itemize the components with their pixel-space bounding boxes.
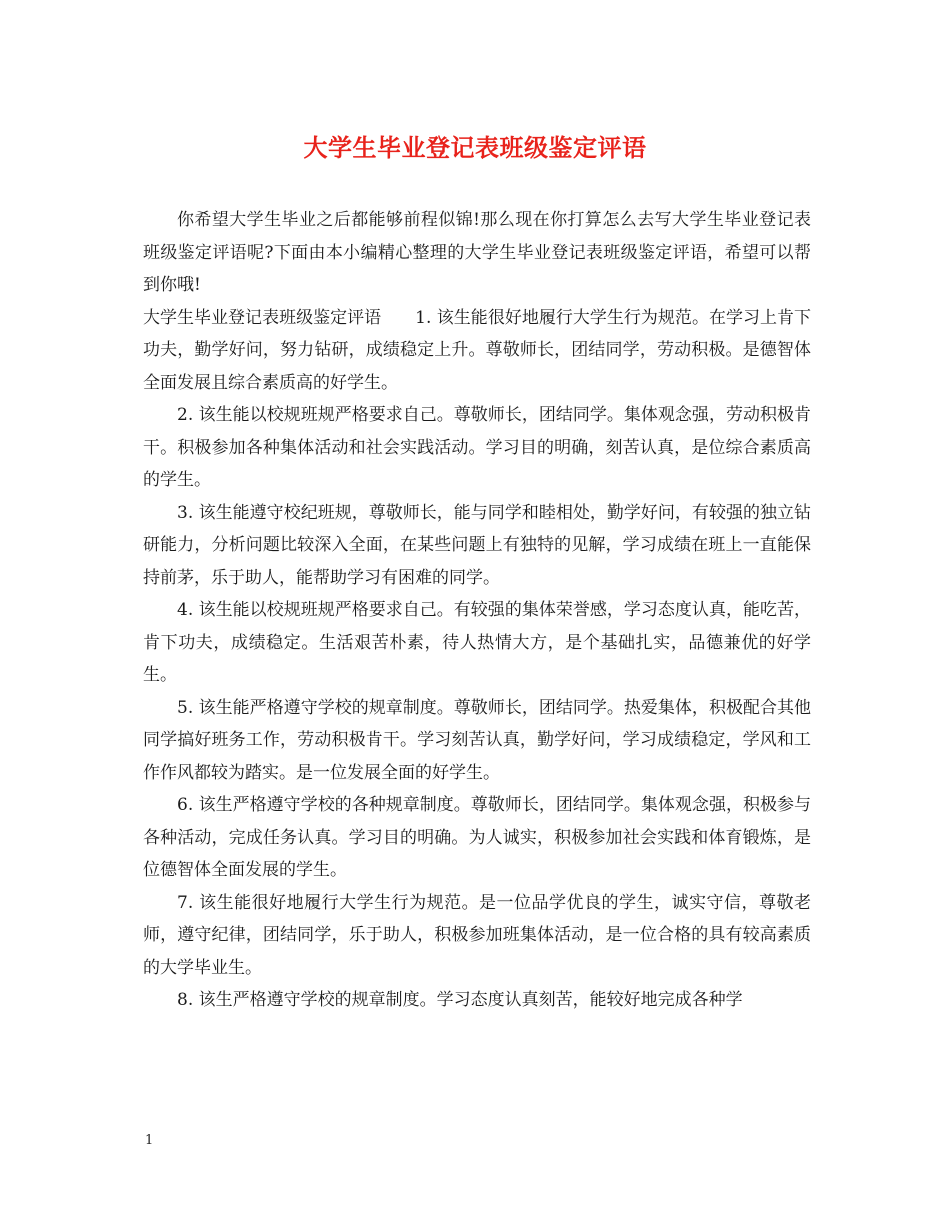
paragraph-6: 6. 该生严格遵守学校的各种规章制度。尊敬师长，团结同学。集体观念强，积极参与各种活动，完成任务认真。学习目的明确。为人诚实，积极参加社会实践和体育锻炼，是位德智体全面发展的学生。: [143, 795, 811, 880]
paragraph-5: 5. 该生能严格遵守学校的规章制度。尊敬师长，团结同学。热爱集体，积极配合其他同学搞好班务工作，劳动积极肯干。学习刻苦认真，勤学好问，学习成绩稳定，学风和工作作风都较为踏实。是一位发展全面的好学生。: [143, 697, 811, 783]
paragraph-8: 8. 该生严格遵守学校的规章制度。学习态度认真刻苦，能较好地完成各种学: [177, 990, 743, 1010]
paragraph-2: 2. 该生能以校规班规严格要求自己。尊敬师长，团结同学。集体观念强，劳动积极肯干。积极参加各种集体活动和社会实践活动。学习目的明确，刻苦认真，是位综合素质高的学生。: [143, 405, 811, 490]
document-body: [143, 204, 811, 1017]
document-title: 大学生毕业登记表班级鉴定评语: [303, 133, 647, 162]
paragraph-1: 大学生毕业登记表班级鉴定评语 1. 该生能很好地履行大学生行为规范。在学习上肯下功夫，勤学好问，努力钻研，成绩稳定上升。尊敬师长，团结同学，劳动积极。是德智体全面发展且综合素质高的好学生。: [143, 307, 811, 393]
paragraph-intro: 你希望大学生毕业之后都能够前程似锦!那么现在你打算怎么去写大学生毕业登记表班级鉴定评语呢?下面由本小编精心整理的大学生毕业登记表班级鉴定评语，希望可以帮到你哦!: [143, 210, 811, 295]
page-number: 1: [145, 1133, 154, 1148]
paragraph-3: 3. 该生能遵守校纪班规，尊敬师长，能与同学和睦相处，勤学好问，有较强的独立钻研能力，分析问题比较深入全面，在某些问题上有独特的见解，学习成绩在班上一直能保持前茅，乐于助人，能帮助学习有困难的同学。: [143, 502, 811, 588]
paragraph-4: 4. 该生能以校规班规严格要求自己。有较强的集体荣誉感，学习态度认真，能吃苦，肯下功夫，成绩稳定。生活艰苦朴素，待人热情大方，是个基础扎实，品德兼优的好学生。: [143, 600, 811, 685]
paragraph-7: 7. 该生能很好地履行大学生行为规范。是一位品学优良的学生，诚实守信，尊敬老师，遵守纪律，团结同学，乐于助人，积极参加班集体活动，是一位合格的具有较高素质的大学毕业生。: [143, 892, 811, 978]
